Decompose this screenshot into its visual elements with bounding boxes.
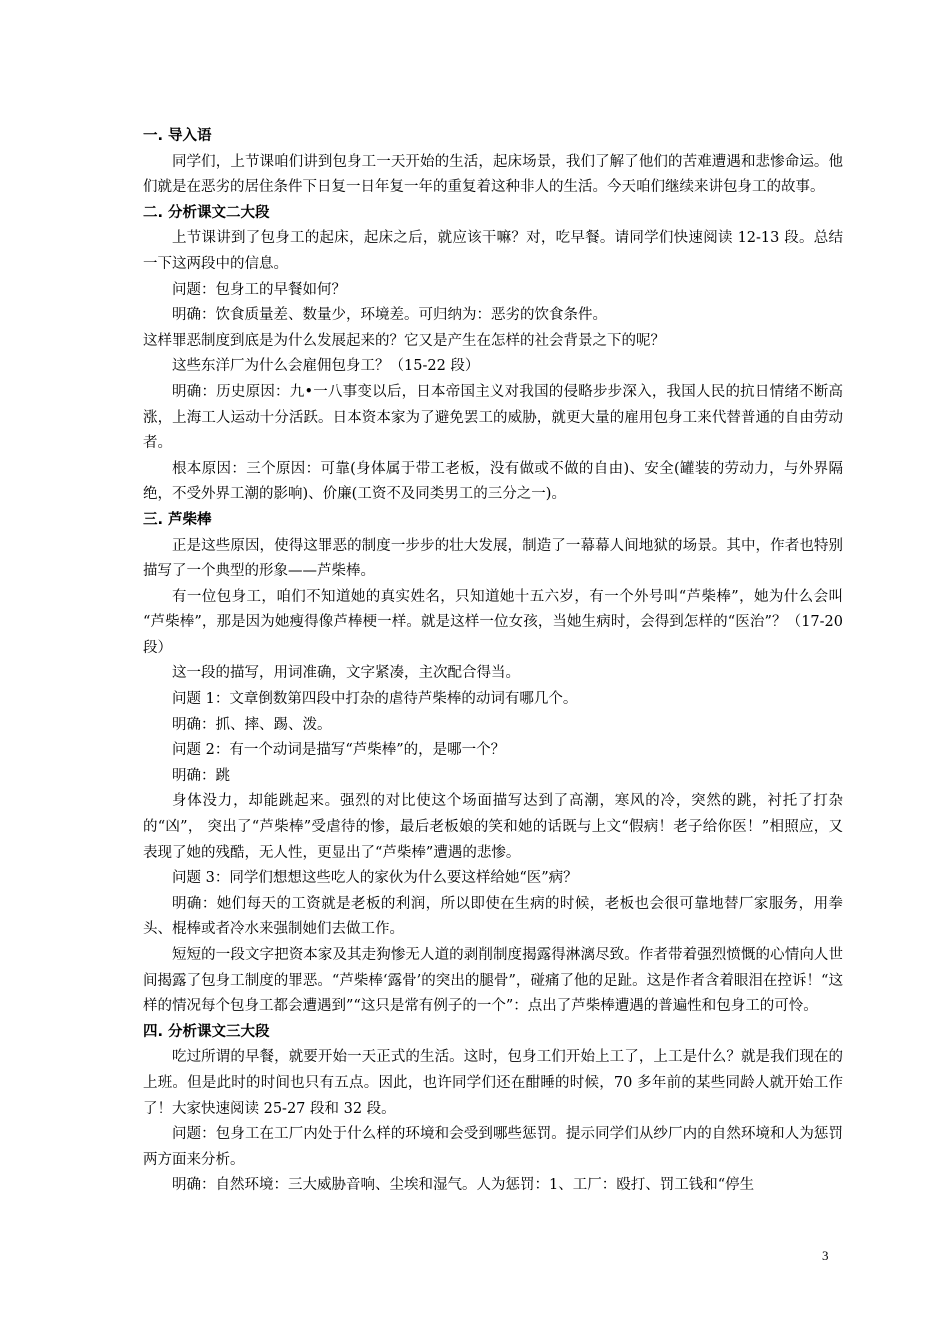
- section-heading: 一. 导入语: [143, 128, 212, 144]
- paragraph: 明确：饮食质量差、数量少，环境差。可归纳为：恶劣的饮食条件。: [172, 307, 607, 324]
- paragraph: 同学们，上节课咱们讲到包身工一天开始的生活，起床场景，我们了解了他们的苦难遭遇和悲惨命运。他们就是在恶劣的居住条件下日复一日年复一年的重复着这种非人的生活。今天咱们继续来讲包身工的故事。: [143, 153, 843, 196]
- paragraph: 问题：包身工在工厂内处于什么样的环境和会受到哪些惩罚。提示同学们从纱厂内的自然环境和人为惩罚两方面来分析。: [143, 1126, 843, 1168]
- section-heading: 四. 分析课文三大段: [143, 1023, 270, 1040]
- paragraph: 这一段的描写，用词准确，文字紧凑，主次配合得当。: [172, 665, 520, 682]
- paragraph: 问题 2：有一个动词是描写“芦柴棒”的，是哪一个？: [172, 742, 506, 759]
- paragraph: 根本原因：三个原因：可靠(身体属于带工老板，没有做或不做的自由)、安全(罐装的劳动力，与外界隔绝，不受外界工潮的影响)、价廉(工资不及同类男工的三分之一)。: [143, 460, 843, 503]
- paragraph: 明确：自然环境：三大威胁音响、尘埃和湿气。人为惩罚：1、工厂：殴打、罚工钱和“停生: [172, 1177, 755, 1194]
- document-body: [143, 124, 843, 1199]
- paragraph: 正是这些原因，使得这罪恶的制度一步步的壮大发展，制造了一幕幕人间地狱的场景。其中，作者也特别描写了一个典型的形象——芦柴棒。: [143, 537, 843, 580]
- paragraph: 身体没力，却能跳起来。强烈的对比使这个场面描写达到了高潮，寒风的冷，突然的跳，衬托了打杂的“凶”， 突出了“芦柴棒”受虐待的惨，最后老板娘的笑和她的话既与上文“假病！老子给你医！”相照应，又表现了她的残酷，无人性，更显出了“芦柴棒”遭遇的悲惨。: [143, 793, 843, 861]
- paragraph: 明确：她们每天的工资就是老板的利润，所以即使在生病的时候，老板也会很可靠地替厂家服务，用拳头、棍棒或者冷水来强制她们去做工作。: [143, 895, 843, 938]
- paragraph: 上节课讲到了包身工的起床，起床之后，就应该干嘛？对，吃早餐。请同学们快速阅读 12-13 段。总结一下这两段中的信息。: [143, 230, 843, 272]
- paragraph: 明确：抓、摔、踢、泼。: [172, 716, 332, 733]
- paragraph: 明确：历史原因：九•一八事变以后，日本帝国主义对我国的侵略步步深入，我国人民的抗日情绪不断高涨，上海工人运动十分活跃。日本资本家为了避免罢工的威胁，就更大量的雇用包身工来代替普通的自由劳动者。: [143, 383, 843, 452]
- paragraph: 问题：包身工的早餐如何？: [172, 281, 346, 298]
- paragraph: 这些东洋厂为什么会雇佣包身工？（15-22 段）: [172, 358, 480, 375]
- paragraph: 短短的一段文字把资本家及其走狗惨无人道的剥削制度揭露得淋漓尽致。作者带着强烈愤慨的心情向人世间揭露了包身工制度的罪恶。“芦柴棒‘露骨’的突出的腿骨”，碰痛了他的足趾。这是作者含着眼泪在控诉！“这样的情况每个包身工都会遭遇到”“这只是常有例子的一个”：点出了芦柴棒遭遇的普遍性和包身工的可怜。: [143, 947, 843, 1015]
- paragraph: 明确：跳: [172, 767, 230, 784]
- paragraph: 吃过所谓的早餐，就要开始一天正式的生活。这时，包身工们开始上工了，上工是什么？就是我们现在的上班。但是此时的时间也只有五点。因此，也许同学们还在酣睡的时候，70 多年前的某些同龄人就开始工作了！大家快速阅读 25-27 段和 32 段。: [143, 1049, 843, 1117]
- paragraph: 有一位包身工，咱们不知道她的真实姓名，只知道她十五六岁，有一个外号叫“芦柴棒”，她为什么会叫 “芦柴棒”，那是因为她瘦得像芦棒梗一样。就是这样一位女孩，当她生病时，会得到怎样的“医治”？（17-20 段）: [143, 588, 843, 656]
- section-heading: 三. 芦柴棒: [143, 511, 212, 528]
- section-heading: 二. 分析课文二大段: [143, 204, 270, 221]
- paragraph: 问题 1：文章倒数第四段中打杂的虐待芦柴棒的动词有哪几个。: [172, 691, 578, 708]
- page-number: 3: [822, 1248, 829, 1263]
- paragraph: 这样罪恶制度到底是为什么发展起来的？它又是产生在怎样的社会背景之下的呢？: [143, 332, 665, 349]
- paragraph: 问题 3：同学们想想这些吃人的家伙为什么要这样给她“医”病？: [172, 870, 578, 887]
